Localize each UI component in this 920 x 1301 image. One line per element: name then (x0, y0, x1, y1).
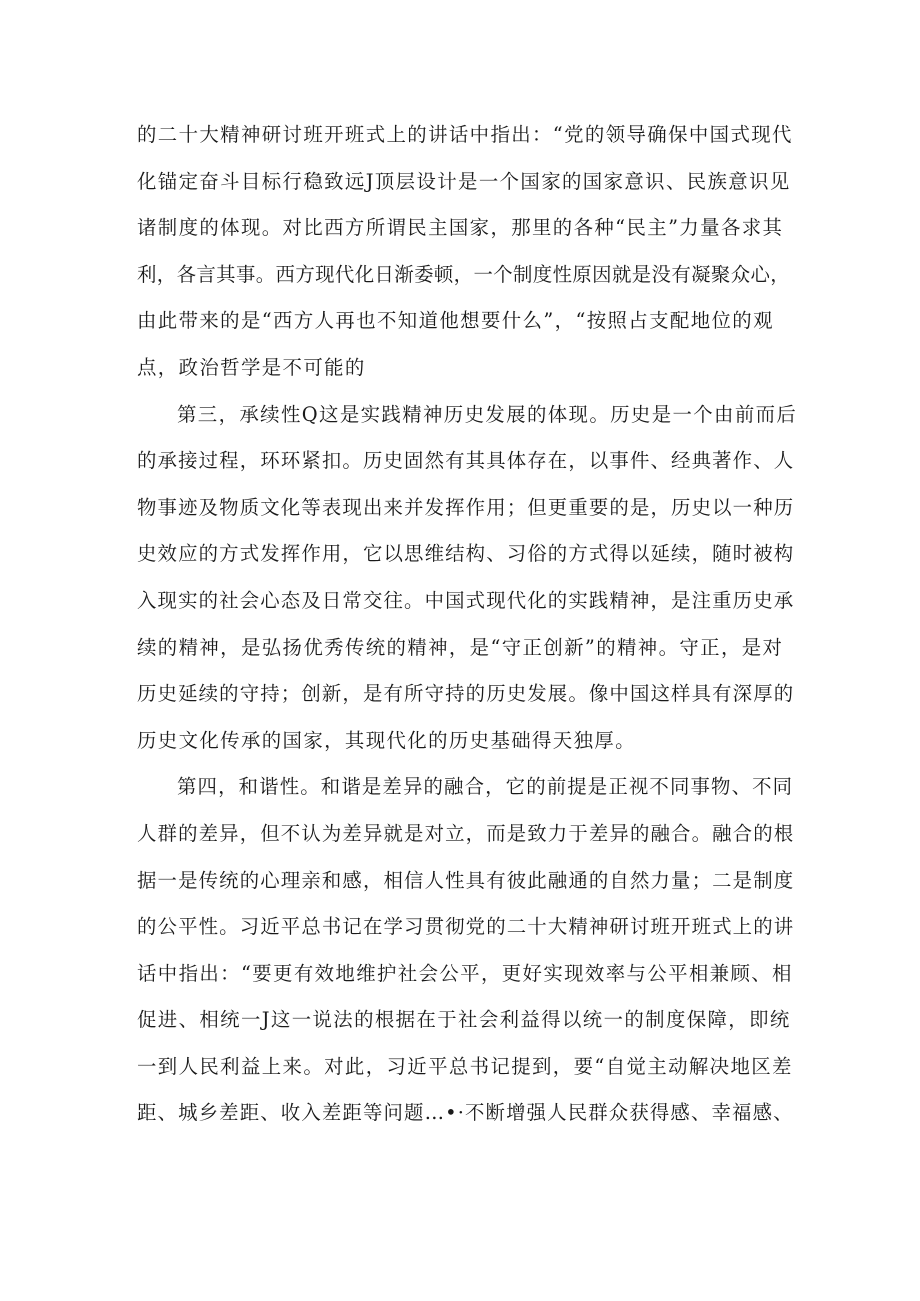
text-line: 一到人民利益上来。对此，习近平总书记提到，要“自觉主动解决地区差 (137, 1054, 793, 1078)
text-line: 的二十大精神研讨班开班式上的讲话中指出：“党的领导确保中国式现代 (137, 123, 793, 146)
paragraph (137, 392, 797, 765)
text-line: 续的精神，是弘扬优秀传统的精神，是“守正创新”的精神。守正，是对 (137, 635, 784, 659)
text-line: 的承接过程，环环紧扣。历史固然有其具体存在，以事件、经典著作、人 (137, 449, 795, 473)
text-line: 据一是传统的心理亲和感，相信人性具有彼此融通的自然力量；二是制度 (137, 868, 795, 892)
text-line: 距、城乡差距、收入差距等问题…•·不断增强人民群众获得感、幸福感、 (137, 1101, 794, 1125)
text-line: 第三，承续性Q这是实践精神历史发展的体现。历史是一个由前而后 (177, 402, 798, 426)
text-line: 人群的差异，但不认为差异就是对立，而是致力于差异的融合。融合的根 (137, 821, 795, 845)
text-line: 点，政治哲学是不可能的 (137, 355, 366, 379)
text-line: 诸制度的体现。对比西方所谓民主国家，那里的各种“民主”力量各求其 (137, 216, 784, 240)
text-line: 化锚定奋斗目标行稳致远J顶层设计是一个国家的国家意识、民族意识见 (137, 169, 791, 193)
paragraph (137, 112, 797, 392)
text-line: 物事迹及物质文化等表现出来并发挥作用；但更重要的是，历史以一种历 (137, 495, 795, 519)
text-line: 入现实的社会心态及日常交往。中国式现代化的实践精神，是注重历史承 (137, 588, 795, 612)
text-line: 由此带来的是“西方人再也不知道他想要什么”，“按照占支配地位的观 (137, 309, 774, 333)
text-line: 第四，和谐性。和谐是差异的融合，它的前提是正视不同事物、不同 (177, 775, 794, 799)
paragraph (137, 764, 797, 1137)
text-line: 的公平性。习近平总书记在学习贯彻党的二十大精神研讨班开班式上的讲 (137, 915, 795, 939)
body-text (137, 112, 797, 1137)
text-line: 促进、相统一J这一说法的根据在于社会利益得以统一的制度保障，即统 (137, 1008, 791, 1032)
text-line: 历史延续的守持；创新，是有所守持的历史发展。像中国这样具有深厚的 (137, 682, 795, 706)
text-line: 利，各言其事。西方现代化日渐委顿，一个制度性原因就是没有凝聚众心， (137, 262, 791, 286)
text-line: 史效应的方式发挥作用，它以思维结构、习俗的方式得以延续，随时被构 (137, 542, 795, 566)
text-line: 历史文化传承的国家，其现代化的历史基础得天独厚。 (137, 728, 636, 752)
text-line: 话中指出：“要更有效地维护社会公平，更好实现效率与公平相兼顾、相 (137, 961, 793, 985)
